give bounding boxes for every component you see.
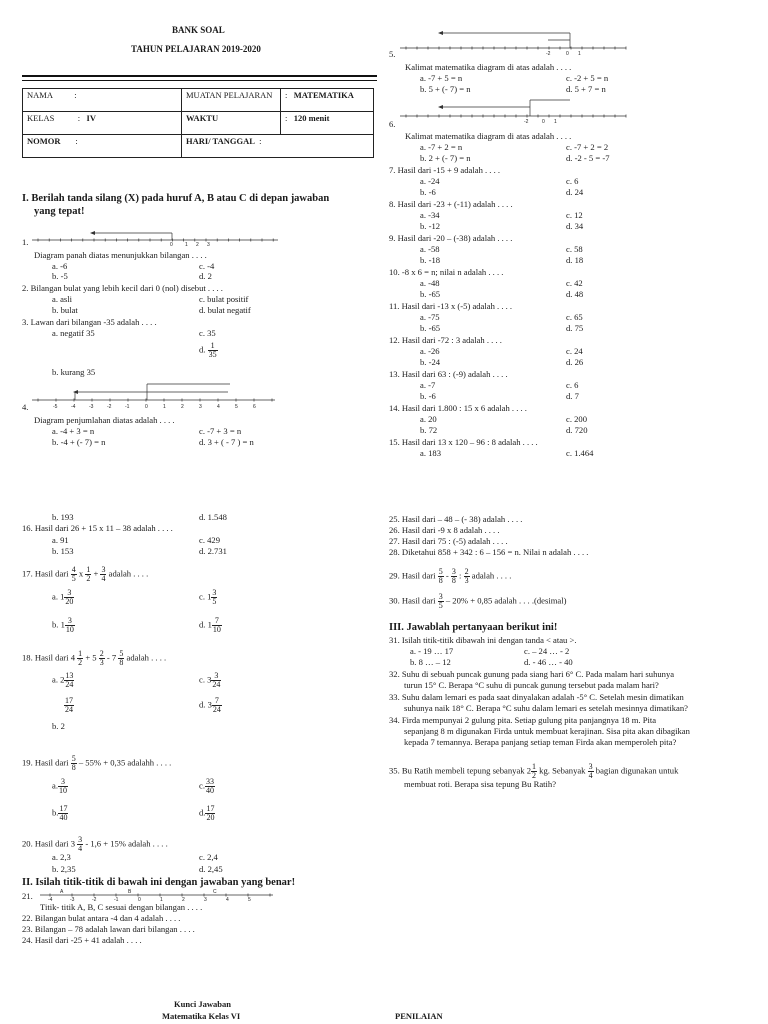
identity-table: [22, 88, 374, 158]
q19-text: [22, 755, 171, 772]
q12-option-a: a. -26: [420, 346, 440, 356]
frac-den: 2: [86, 574, 91, 583]
frac-num: 5: [119, 649, 124, 658]
frac-den: 5: [438, 601, 443, 610]
frac-num: 4: [71, 565, 76, 574]
q4-option-d: d. 3 + ( - 7 ) = n: [199, 437, 254, 447]
frac-den: 24: [212, 705, 221, 714]
q16-option-d: d. 2.731: [199, 546, 227, 556]
q11-option-b: b. -65: [420, 323, 441, 333]
q1-option-a: a. -6: [52, 261, 68, 271]
doc-subtitle: TAHUN PELAJARAN 2019-2020: [131, 44, 261, 54]
tick-label: -2: [107, 404, 112, 410]
q10-text: 10. -8 x 6 = n; nilai n adalah . . . .: [389, 267, 504, 277]
q2-option-c: c. bulat positif: [199, 294, 249, 304]
frac-num: 5: [438, 567, 443, 576]
nama-label: NAMA: [27, 90, 53, 100]
operator: x: [78, 568, 84, 579]
option-label: b.: [52, 807, 59, 818]
q29-pre: 29. Hasil dari: [389, 570, 436, 581]
frac-den: 20: [65, 597, 74, 606]
q16-option-c: c. 429: [199, 535, 221, 545]
frac-den: 3: [464, 576, 469, 585]
section-2-title: II. Isilah titik-titik di bawah ini dengan jawaban yang benar!: [22, 877, 296, 888]
frac-num: 2: [464, 567, 469, 576]
operator: :: [459, 570, 462, 581]
q10-option-a: a. -48: [420, 278, 440, 288]
q3-option-d: [199, 342, 218, 359]
tick-label: 4: [226, 897, 229, 903]
frac-den: 4: [101, 574, 106, 583]
answer-key-title: Kunci Jawaban: [174, 999, 231, 1009]
frac-num: 17: [65, 696, 73, 705]
q15-option-c: c. 1.464: [566, 448, 594, 458]
q3-option-b: b. kurang 35: [52, 367, 96, 377]
q5-option-d: d. 5 + 7 = n: [566, 84, 606, 94]
q1-text: Diagram panah diatas menunjukkan bilangan . . . .: [34, 250, 207, 260]
q9-text: 9. Hasil dari -20 – (-38) adalah . . . .: [389, 233, 513, 243]
q19-option-d: [199, 805, 215, 822]
q21-text: Titik- titik A, B, C sesuai dengan bilangan . . . .: [40, 902, 203, 912]
q22-text: 22. Bilangan bulat antara -4 dan 4 adalah . . . .: [22, 913, 181, 923]
frac-den: 24: [212, 680, 221, 689]
option-label: a.: [52, 780, 58, 791]
answer-key-subtitle: Matematika Kelas VI: [162, 1011, 241, 1021]
frac-num: 1: [78, 649, 83, 658]
point-label: C: [213, 889, 217, 895]
option-label: b. 1: [52, 619, 65, 630]
q8-option-b: b. -12: [420, 221, 441, 231]
q1-option-b: b. -5: [52, 271, 68, 281]
q34-line1: 34. Firda mempunyai 2 gulung pita. Setiap gulung pita panjangnya 18 m. Pita: [389, 715, 657, 725]
operator: + 5: [85, 652, 97, 663]
frac-num: 3: [451, 567, 456, 576]
option-label: c. 3: [199, 674, 212, 685]
tick-label: 3: [199, 404, 202, 410]
q31-option-b: b. 8 … – 12: [410, 657, 451, 667]
q17-option-b: [52, 617, 75, 634]
q12-text: 12. Hasil dari -72 : 3 adalah . . . .: [389, 335, 502, 345]
tick-label: 1: [160, 897, 163, 903]
q17-pre: 17. Hasil dari: [22, 568, 69, 579]
tick-label: 0: [170, 242, 173, 248]
q12-option-c: c. 24: [566, 346, 583, 356]
q29-post: adalah . . . .: [471, 570, 512, 581]
tick-label: -2: [546, 51, 551, 57]
hari-label: HARI/ TANGGAL: [186, 136, 255, 146]
q18-option-d: [199, 697, 222, 714]
tick-label: 1: [185, 242, 188, 248]
q1-option-c: c. -4: [199, 261, 215, 271]
q2-option-d: d. bulat negatif: [199, 305, 251, 315]
frac-num: 33: [205, 777, 214, 786]
q17-post: adalah . . . .: [108, 568, 149, 579]
frac-num: 1: [208, 342, 218, 351]
q6-option-a: a. -7 + 2 = n: [420, 142, 463, 152]
q5-number: 5.: [389, 49, 396, 59]
q35-line2: membuat roti. Berapa sisa tepung Bu Ratih?: [404, 779, 557, 789]
q12-option-b: b. -24: [420, 357, 441, 367]
q9-option-d: d. 18: [566, 255, 584, 265]
muatan-label: MUATAN PELAJARAN: [186, 90, 273, 100]
q25-text: 25. Hasil dari – 48 – (- 38) adalah . . . .: [389, 514, 523, 524]
q13-option-d: d. 7: [566, 391, 579, 401]
q9-option-b: b. -18: [420, 255, 441, 265]
frac-num: 3: [211, 672, 221, 681]
q11-option-c: c. 65: [566, 312, 583, 322]
operator: - 7: [106, 652, 117, 663]
q33-line2: suhunya naik 18° C. Berapa °C suhu dalam lemari es setelah mesinnya dimatikan?: [404, 703, 688, 713]
colon: :: [74, 90, 77, 100]
tick-label: 2: [181, 404, 184, 410]
tick-label: 0: [138, 897, 141, 903]
q30-post: – 20% + 0,85 adalah . . . .(desimal): [445, 595, 567, 606]
q8-option-d: d. 34: [566, 221, 584, 231]
q4-number: 4.: [22, 402, 29, 412]
frac-den: 10: [212, 625, 221, 634]
option-label: d. 3: [199, 699, 212, 710]
q1-number-line: [30, 228, 280, 248]
frac-num: 17: [206, 804, 215, 813]
tick-label: -3: [89, 404, 94, 410]
q19-post: – 55% + 0,35 adalahh . . . .: [78, 757, 172, 768]
q18-option-a: [52, 672, 74, 689]
kelas-value: IV: [86, 113, 96, 123]
frac-den: 20: [206, 813, 215, 822]
frac-num: 3: [438, 592, 443, 601]
frac-den: 35: [208, 350, 217, 359]
q14-option-c: c. 200: [566, 414, 588, 424]
option-label: a. 1: [52, 591, 65, 602]
q15-option-b: b. 193: [52, 512, 74, 522]
q20-option-b: b. 2,35: [52, 864, 76, 874]
option-label: d.: [199, 807, 206, 818]
frac-den: 8: [451, 576, 456, 585]
q29-text: [389, 568, 511, 585]
q32-line2: turun 15° C. Berapa °C suhu di puncak gunung tersebut pada malam hari?: [404, 680, 659, 690]
q35-mid: kg. Sebanyak: [539, 765, 586, 776]
q7-text: 7. Hasil dari -15 + 9 adalah . . . .: [389, 165, 501, 175]
tick-label: 4: [217, 404, 220, 410]
q10-option-b: b. -65: [420, 289, 441, 299]
q4-option-b: b. -4 + (- 7) = n: [52, 437, 106, 447]
q18-text: [22, 650, 166, 667]
assessment-title: PENILAIAN: [395, 1011, 443, 1021]
q4-text: Diagram penjumlahan diatas adalah . . . .: [34, 415, 175, 425]
divider: [22, 75, 377, 77]
tick-label: 3: [207, 242, 210, 248]
q16-text: 16. Hasil dari 26 + 15 x 11 – 38 adalah . . . .: [22, 523, 173, 533]
q3-d-label: d.: [199, 344, 206, 355]
doc-title: BANK SOAL: [172, 25, 225, 35]
q19-option-a: [52, 778, 68, 795]
q20-pre: 20. Hasil dari 3: [22, 838, 75, 849]
q14-option-a: a. 20: [420, 414, 437, 424]
waktu-value: 120 menit: [293, 113, 330, 123]
tick-label: 1: [578, 51, 581, 57]
kelas-label: KELAS: [27, 113, 55, 123]
q32-line1: 32. Suhu di sebuah puncak gunung pada siang hari 6° C. Pada malam hari suhunya: [389, 669, 675, 679]
q6-option-c: c. -7 + 2 = 2: [566, 142, 609, 152]
frac-num: 3: [78, 835, 83, 844]
tick-label: 6: [253, 404, 256, 410]
q3-option-c: c. 35: [199, 328, 216, 338]
q6-number: 6.: [389, 119, 396, 129]
q5-option-b: b. 5 + (- 7) = n: [420, 84, 471, 94]
q18-pre: 18. Hasil dari 4: [22, 652, 75, 663]
q2-option-a: a. asli: [52, 294, 73, 304]
option-label: a. 2: [52, 674, 65, 685]
colon: :: [285, 90, 288, 100]
q20-text: [22, 836, 168, 853]
frac-den: 24: [65, 705, 73, 714]
tick-label: 0: [542, 119, 545, 125]
q20-option-c: c. 2,4: [199, 852, 218, 862]
frac-den: 4: [588, 771, 593, 780]
frac-den: 3: [99, 658, 104, 667]
frac-num: 3: [101, 565, 106, 574]
q6-text: Kalimat matematika diagram di atas adalah . . . .: [405, 131, 572, 141]
divider: [22, 80, 377, 81]
q2-option-b: b. bulat: [52, 305, 78, 315]
frac-num: 17: [59, 804, 68, 813]
q35-line1: [389, 763, 678, 780]
q5-number-line: [398, 28, 628, 60]
q9-option-c: c. 58: [566, 244, 583, 254]
frac-num: 7: [212, 617, 222, 626]
tick-label: 5: [248, 897, 251, 903]
q4-option-c: c. -7 + 3 = n: [199, 426, 242, 436]
tick-label: -4: [71, 404, 76, 410]
option-label: d. 1: [199, 619, 212, 630]
q28-text: 28. Diketahui 858 + 342 : 6 – 156 = n. Nilai n adalah . . . .: [389, 547, 589, 557]
frac-num: 3: [212, 588, 217, 597]
q8-option-c: c. 12: [566, 210, 583, 220]
q1-number: 1.: [22, 237, 29, 247]
frac-den: 8: [438, 576, 443, 585]
q5-text: Kalimat matematika diagram di atas adalah . . . .: [405, 62, 572, 72]
q6-option-b: b. 2 + (- 7) = n: [420, 153, 471, 163]
q13-option-c: c. 6: [566, 380, 579, 390]
frac-den: 8: [119, 658, 124, 667]
q17-text: [22, 566, 148, 583]
tick-label: 2: [182, 897, 185, 903]
tick-label: 1: [554, 119, 557, 125]
q13-option-b: b. -6: [420, 391, 436, 401]
frac-den: 5: [212, 597, 217, 606]
q18-option-b: b. 2: [52, 721, 65, 731]
q15-option-a: a. 183: [420, 448, 442, 458]
q35-pre: 35. Bu Ratih membeli tepung sebanyak 2: [389, 765, 532, 776]
q27-text: 27. Hasil dari 75 : (-5) adalah . . . .: [389, 536, 508, 546]
q20-option-a: a. 2,3: [52, 852, 71, 862]
tick-label: 1: [163, 404, 166, 410]
q31-option-c: c. – 24 … - 2: [524, 646, 570, 656]
frac-den: 10: [58, 786, 67, 795]
q13-option-a: a. -7: [420, 380, 436, 390]
muatan-value: MATEMATIKA: [293, 90, 354, 100]
q20-option-d: d. 2,45: [199, 864, 223, 874]
q16-option-a: a. 91: [52, 535, 69, 545]
section-1-title: I. Berilah tanda silang (X) pada huruf A, B atau C di depan jawaban: [22, 193, 330, 204]
q19-option-c: [199, 778, 215, 795]
frac-num: 3: [65, 617, 75, 626]
tick-label: -3: [70, 897, 75, 903]
q11-option-a: a. -75: [420, 312, 440, 322]
option-label: c.: [199, 780, 205, 791]
frac-den: 24: [65, 680, 74, 689]
operator: -: [445, 570, 449, 581]
nomor-label: NOMOR: [27, 136, 61, 146]
q11-option-d: d. 75: [566, 323, 584, 333]
q14-option-d: d. 720: [566, 425, 588, 435]
option-label: c. 1: [199, 591, 212, 602]
q21-number: 21.: [22, 891, 33, 901]
colon: :: [259, 136, 262, 146]
q18-option-c: [199, 672, 221, 689]
colon: :: [77, 113, 81, 123]
q15-text: 15. Hasil dari 13 x 120 – 96 : 8 adalah . . . .: [389, 437, 538, 447]
tick-label: 0: [566, 51, 569, 57]
frac-num: 5: [71, 754, 76, 763]
q30-text: [389, 593, 566, 610]
q34-line3: kepada 7 temannya. Berapa panjang setiap teman Firda akan memperoleh pita?: [404, 737, 677, 747]
q11-text: 11. Hasil dari -13 x (-5) adalah . . . .: [389, 301, 513, 311]
q19-pre: 19. Hasil dari: [22, 757, 69, 768]
q9-option-a: a. -58: [420, 244, 440, 254]
q7-option-d: d. 24: [566, 187, 584, 197]
q35-post: bagian digunakan untuk: [595, 765, 679, 776]
frac-num: 1: [86, 565, 91, 574]
tick-label: -5: [53, 404, 58, 410]
q20-post: - 1,6 + 15% adalah . . . .: [85, 838, 168, 849]
q8-option-a: a. -34: [420, 210, 440, 220]
q31-option-a: a. - 19 … 17: [410, 646, 454, 656]
tick-label: 5: [235, 404, 238, 410]
q14-option-b: b. 72: [420, 425, 438, 435]
q10-option-d: d. 48: [566, 289, 584, 299]
q7-option-c: c. 6: [566, 176, 579, 186]
q31-option-d: d. - 46 … - 40: [524, 657, 573, 667]
q19-option-b: [52, 805, 68, 822]
frac-num: 1: [532, 762, 537, 771]
section-3-title: III. Jawablah pertanyaan berikut ini!: [389, 622, 558, 633]
q6-number-line: [398, 96, 628, 128]
q17-option-d: [199, 617, 222, 634]
waktu-label: WAKTU: [186, 113, 219, 123]
tick-label: -2: [524, 119, 529, 125]
colon: :: [285, 113, 288, 123]
q15-option-d: d. 1.548: [199, 512, 227, 522]
q13-text: 13. Hasil dari 63 : (-9) adalah . . . .: [389, 369, 508, 379]
q14-text: 14. Hasil dari 1.800 : 15 x 6 adalah . . . .: [389, 403, 527, 413]
frac-den: 40: [59, 813, 68, 822]
q5-option-a: a. -7 + 5 = n: [420, 73, 463, 83]
frac-num: 13: [65, 671, 74, 680]
q31-text: 31. Isilah titik-titik dibawah ini dengan tanda < atau >.: [389, 635, 577, 645]
point-label: B: [128, 889, 132, 895]
q18-post: adalah . . . .: [126, 652, 167, 663]
tick-label: -4: [48, 897, 53, 903]
frac-num: 7: [212, 697, 222, 706]
frac-den: 8: [71, 763, 76, 772]
frac-den: 4: [78, 844, 83, 853]
colon: :: [75, 136, 78, 146]
q3-option-a: a. negatif 35: [52, 328, 95, 338]
q10-option-c: c. 42: [566, 278, 583, 288]
q2-text: 2. Bilangan bulat yang lebih kecil dari 0 (nol) disebut . . . .: [22, 283, 223, 293]
q4-option-a: a. -4 + 3 = n: [52, 426, 95, 436]
tick-label: 2: [196, 242, 199, 248]
q3-text: 3. Lawan dari bilangan -35 adalah . . . .: [22, 317, 157, 327]
q8-text: 8. Hasil dari -23 + (-11) adalah . . . .: [389, 199, 513, 209]
section-1-title-cont: yang tepat!: [34, 206, 85, 217]
q26-text: 26. Hasil dari -9 x 8 adalah . . . .: [389, 525, 500, 535]
q4-number-line: [30, 380, 280, 412]
frac-den: 2: [78, 658, 83, 667]
frac-den: 2: [532, 771, 537, 780]
q7-option-a: a. -24: [420, 176, 440, 186]
q18-option-extra: [64, 697, 74, 714]
tick-label: 0: [145, 404, 148, 410]
q1-option-d: d. 2: [199, 271, 212, 281]
frac-num: 3: [58, 778, 68, 787]
q7-option-b: b. -6: [420, 187, 436, 197]
q33-line1: 33. Suhu dalam lemari es pada saat dinyalakan adalah -5° C. Setelah mesin dimatikan: [389, 692, 684, 702]
q21-number-line: [38, 886, 278, 902]
frac-num: 3: [64, 589, 74, 598]
frac-den: 5: [71, 574, 76, 583]
q34-line2: sepanjang 8 m digunakan Firda untuk membuat kerajinan. Sisa pita akan dibagikan: [404, 726, 690, 736]
q30-pre: 30. Hasil dari: [389, 595, 436, 606]
frac-num: 3: [588, 762, 593, 771]
frac-den: 40: [205, 786, 214, 795]
tick-label: -2: [92, 897, 97, 903]
frac-den: 10: [65, 625, 74, 634]
q12-option-d: d. 26: [566, 357, 584, 367]
tick-label: -1: [125, 404, 130, 410]
operator: +: [93, 568, 99, 579]
q17-option-a: [52, 589, 74, 606]
tick-label: -1: [114, 897, 119, 903]
q5-option-c: c. -2 + 5 = n: [566, 73, 609, 83]
q23-text: 23. Bilangan – 78 adalah lawan dari bilangan . . . .: [22, 924, 195, 934]
q6-option-d: d. -2 - 5 = -7: [566, 153, 610, 163]
point-label: A: [60, 889, 64, 895]
tick-label: 3: [204, 897, 207, 903]
q24-text: 24. Hasil dari -25 + 41 adalah . . . .: [22, 935, 142, 945]
q17-option-c: [199, 589, 217, 606]
frac-num: 2: [99, 649, 104, 658]
q16-option-b: b. 153: [52, 546, 74, 556]
